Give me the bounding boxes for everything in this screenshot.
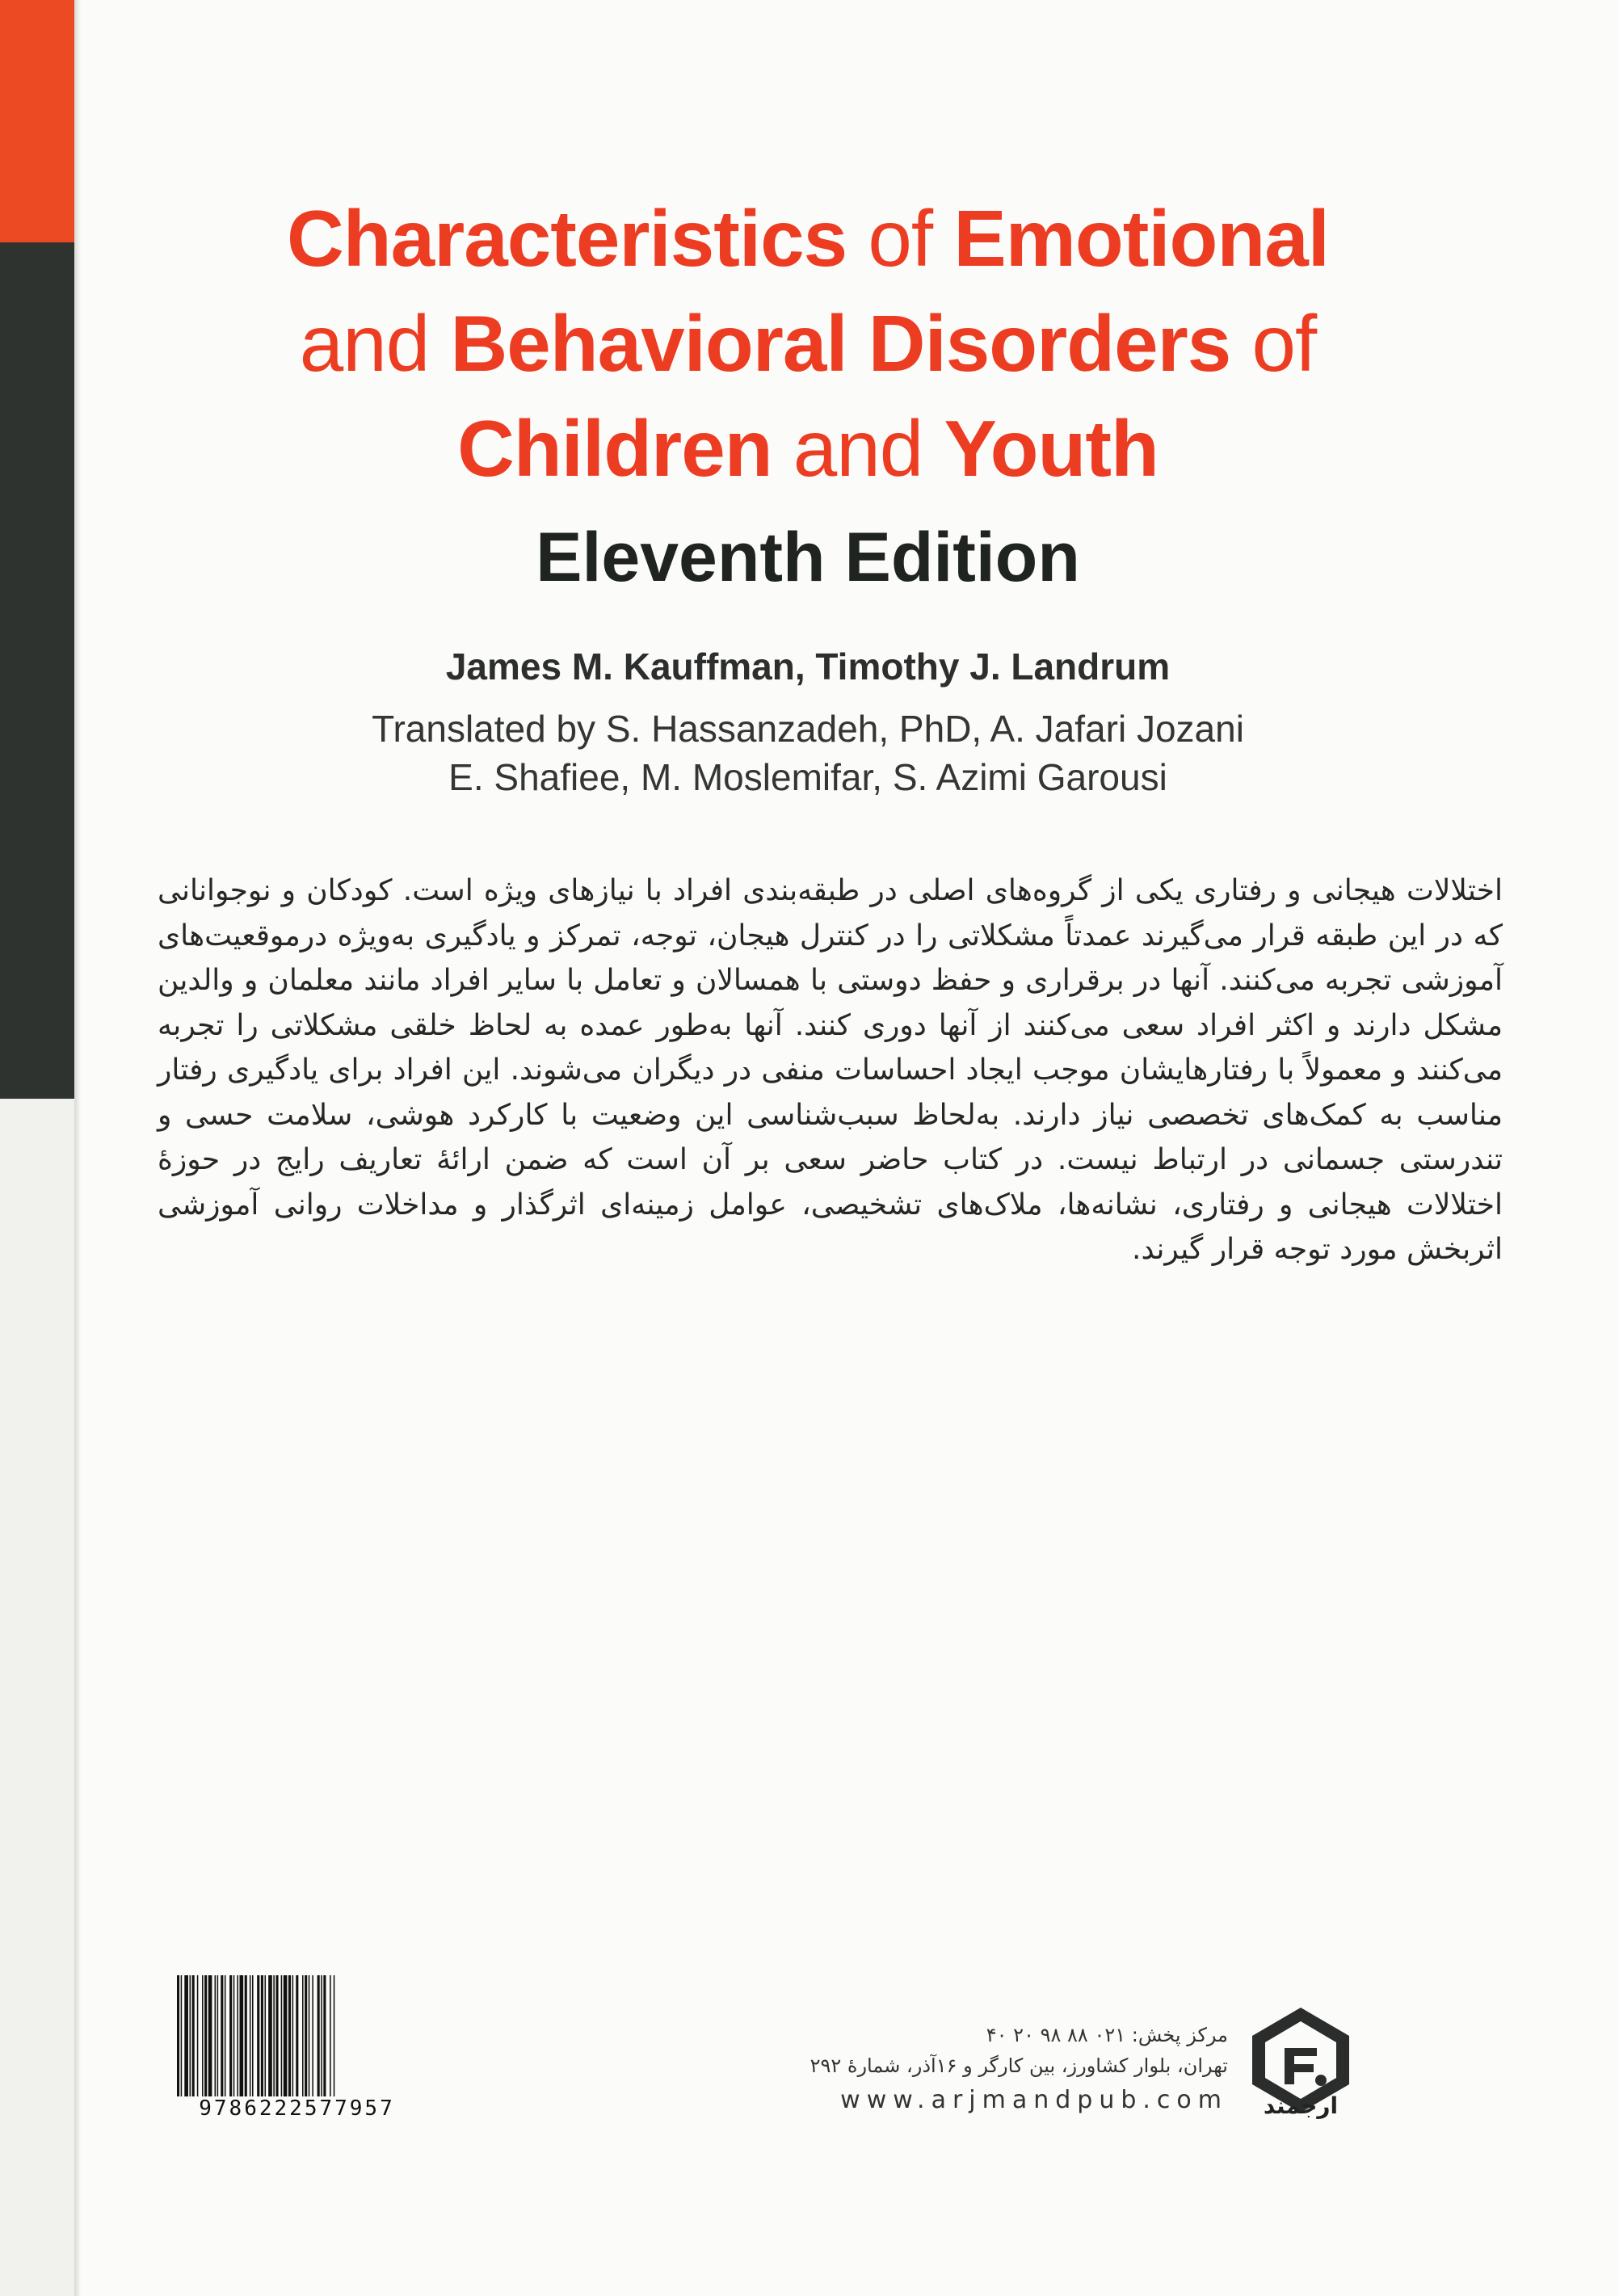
spine-dark-band xyxy=(0,242,74,1099)
translators-line-2: E. Shafiee, M. Moslemifar, S. Azimi Garousi xyxy=(448,756,1167,798)
book-description: اختلالات هیجانی و رفتاری یکی از گروه‌های اصلی در طبقه‌بندی افراد با نیازهای ویژه است. کودکان و نوجوانانی که در این طبقه قرار می‌گیرند عمدتاً مشکلاتی را در کنترل هیجان، توجه، تمرکز و یادگیری به‌ویژه درموقعیت‌های آموزشی تجربه می‌کنند. آنها در برقراری و حفظ دوستی با همسالان و تعامل با سایر افراد مانند معلمان و والدین مشکل دارند و اکثر افراد سعی می‌کنند از آنها دوری کنند. آنها به‌طور عمده به لحاظ خلقی مشکلاتی را تجربه می‌کنند و معمولاً با رفتارهایشان موجب ایجاد احساسات منفی در دیگران می‌شوند. این افراد برای یادگیری رفتار مناسب به کمک‌های تخصصی نیاز دارند. به‌لحاظ سبب‌شناسی این وضعیت با کارکرد هوشی، سلامت حسی و تندرستی جسمانی در ارتباط نیست. در کتاب حاضر سعی بر آن است که ضمن ارائهٔ تعاریف رایج در حوزهٔ اختلالات هیجانی و رفتاری، نشانه‌ها، ملاک‌های تشخیصی، عوامل زمینه‌ای اثرگذار و مداخلات روانی آموزشی اثربخش مورد توجه قرار گیرند. xyxy=(158,874,1503,1266)
publisher-name: ارجمند xyxy=(1263,2092,1339,2119)
spine-red-band xyxy=(0,0,74,242)
spine-edge-shadow xyxy=(74,0,81,2296)
title-word: Behavioral Disorders xyxy=(450,299,1231,388)
book-spine xyxy=(0,0,74,2296)
authors: James M. Kauffman, Timothy J. Landrum xyxy=(445,645,1171,688)
title-line-1 xyxy=(113,186,1503,291)
book-title xyxy=(113,186,1503,501)
isbn-number: 9786222577957 xyxy=(170,2096,424,2121)
title-word: and xyxy=(299,299,451,388)
distribution-center: مرکز پخش: ۰۲۱ ۸۸ ۹۸ ۲۰ ۴۰ xyxy=(986,2024,1228,2046)
translators-line-1: Translated by S. Hassanzadeh, PhD, A. Jafari Jozani xyxy=(372,708,1244,750)
publisher-website: www.arjmandpub.com xyxy=(840,2086,1228,2114)
title-word: and xyxy=(772,404,944,493)
title-word: Characteristics xyxy=(286,194,847,283)
publisher-address: تهران، بلوار کشاورز، بین کارگر و ۱۶آذر، شمارهٔ ۲۹۲ xyxy=(810,2054,1228,2077)
title-word: Youth xyxy=(944,404,1159,493)
publisher-info xyxy=(776,2020,1228,2120)
title-word: of xyxy=(847,194,954,283)
title-word: Emotional xyxy=(953,194,1330,283)
title-word: of xyxy=(1230,299,1317,388)
title-word: Children xyxy=(457,404,772,493)
spine-light-band xyxy=(0,1099,74,2296)
translators xyxy=(113,704,1503,801)
title-line-3 xyxy=(113,396,1503,501)
title-line-2 xyxy=(113,291,1503,396)
barcode-bars xyxy=(174,1975,418,2105)
edition-label: Eleventh Edition xyxy=(536,519,1080,596)
